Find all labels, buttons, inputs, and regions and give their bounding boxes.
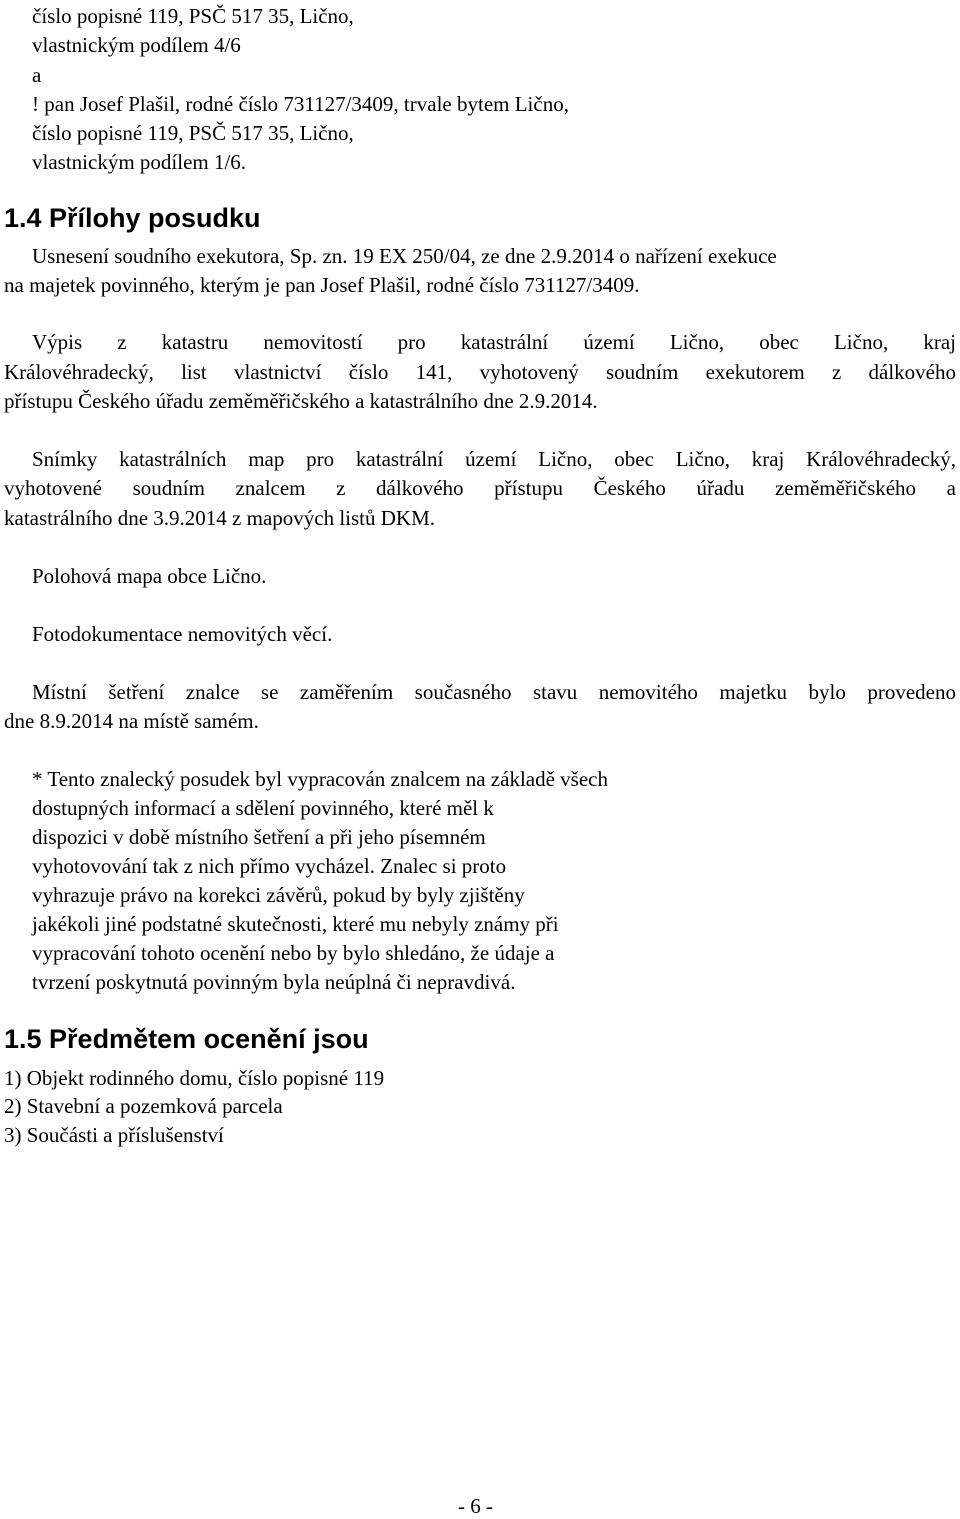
text-line: Usnesení soudního exekutora, Sp. zn. 19 EX 250/04, ze dne 2.9.2014 o nařízení exekuce bbox=[32, 244, 777, 268]
text-line: vyhotovování tak z nich přímo vycházel. Znalec si proto bbox=[32, 854, 507, 878]
text-line: katastrálního dne 3.9.2014 z mapových listů DKM. bbox=[4, 506, 436, 530]
text-line: na majetek povinného, kterým je pan Josef Plašil, rodné číslo 731127/3409. bbox=[4, 273, 640, 297]
text-line: dispozici v době místního šetření a při jeho písemném bbox=[32, 825, 486, 849]
text-line: přístupu Českého úřadu zeměměřičského a katastrálního dne 2.9.2014. bbox=[4, 389, 598, 413]
text-line: * Tento znalecký posudek byl vypracován znalcem na základě všech bbox=[32, 767, 608, 791]
list-item: 1) Objekt rodinného domu, číslo popisné 119 bbox=[4, 1066, 385, 1090]
list-item: 2) Stavební a pozemková parcela bbox=[4, 1094, 283, 1118]
owner-line: ! pan Josef Plašil, rodné číslo 731127/3409, trvale bytem Lično, bbox=[32, 92, 569, 116]
owner-line: číslo popisné 119, PSČ 517 35, Lično, bbox=[32, 121, 354, 145]
text-line: vyhotovené soudním znalcem z dálkového přístupu Českého úřadu zeměměřičského a bbox=[4, 476, 956, 500]
text-line: vyhrazuje právo na korekci závěrů, pokud by byly zjištěny bbox=[32, 883, 525, 907]
owner-line: vlastnickým podílem 4/6 bbox=[32, 33, 241, 57]
section-heading-valuation-subject: 1.5 Předmětem ocenění jsou bbox=[4, 1024, 369, 1054]
owner-line: a bbox=[32, 63, 42, 87]
owner-line: číslo popisné 119, PSČ 517 35, Lično, bbox=[32, 4, 354, 28]
list-item: 3) Součásti a příslušenství bbox=[4, 1123, 224, 1147]
owner-line: vlastnickým podílem 1/6. bbox=[32, 150, 247, 174]
attachment-photo-documentation: Fotodokumentace nemovitých věcí. bbox=[32, 622, 333, 646]
text-line: dne 8.9.2014 na místě samém. bbox=[4, 709, 259, 733]
text-line: Snímky katastrálních map pro katastrální území Lično, obec Lično, kraj Královéhradecký, bbox=[32, 447, 956, 471]
text-line: Místní šetření znalce se zaměřením současného stavu nemovitého majetku bylo provedeno bbox=[32, 680, 956, 704]
text-line: dostupných informací a sdělení povinného, které měl k bbox=[32, 796, 494, 820]
section-heading-attachments: 1.4 Přílohy posudku bbox=[4, 203, 261, 233]
text-line: vypracování tohoto ocenění nebo by bylo shledáno, že údaje a bbox=[32, 941, 555, 965]
text-line: jakékoli jiné podstatné skutečnosti, které mu nebyly známy při bbox=[32, 912, 559, 936]
text-line: tvrzení poskytnutá povinným byla neúplná či nepravdivá. bbox=[32, 970, 516, 994]
text-line: Výpis z katastru nemovitostí pro katastrální území Lično, obec Lično, kraj bbox=[32, 330, 956, 354]
text-line: Královéhradecký, list vlastnictví číslo 141, vyhotovený soudním exekutorem z dálkového bbox=[4, 360, 956, 384]
page-number: - 6 - bbox=[458, 1494, 493, 1518]
attachment-location-map: Polohová mapa obce Lično. bbox=[32, 564, 267, 588]
